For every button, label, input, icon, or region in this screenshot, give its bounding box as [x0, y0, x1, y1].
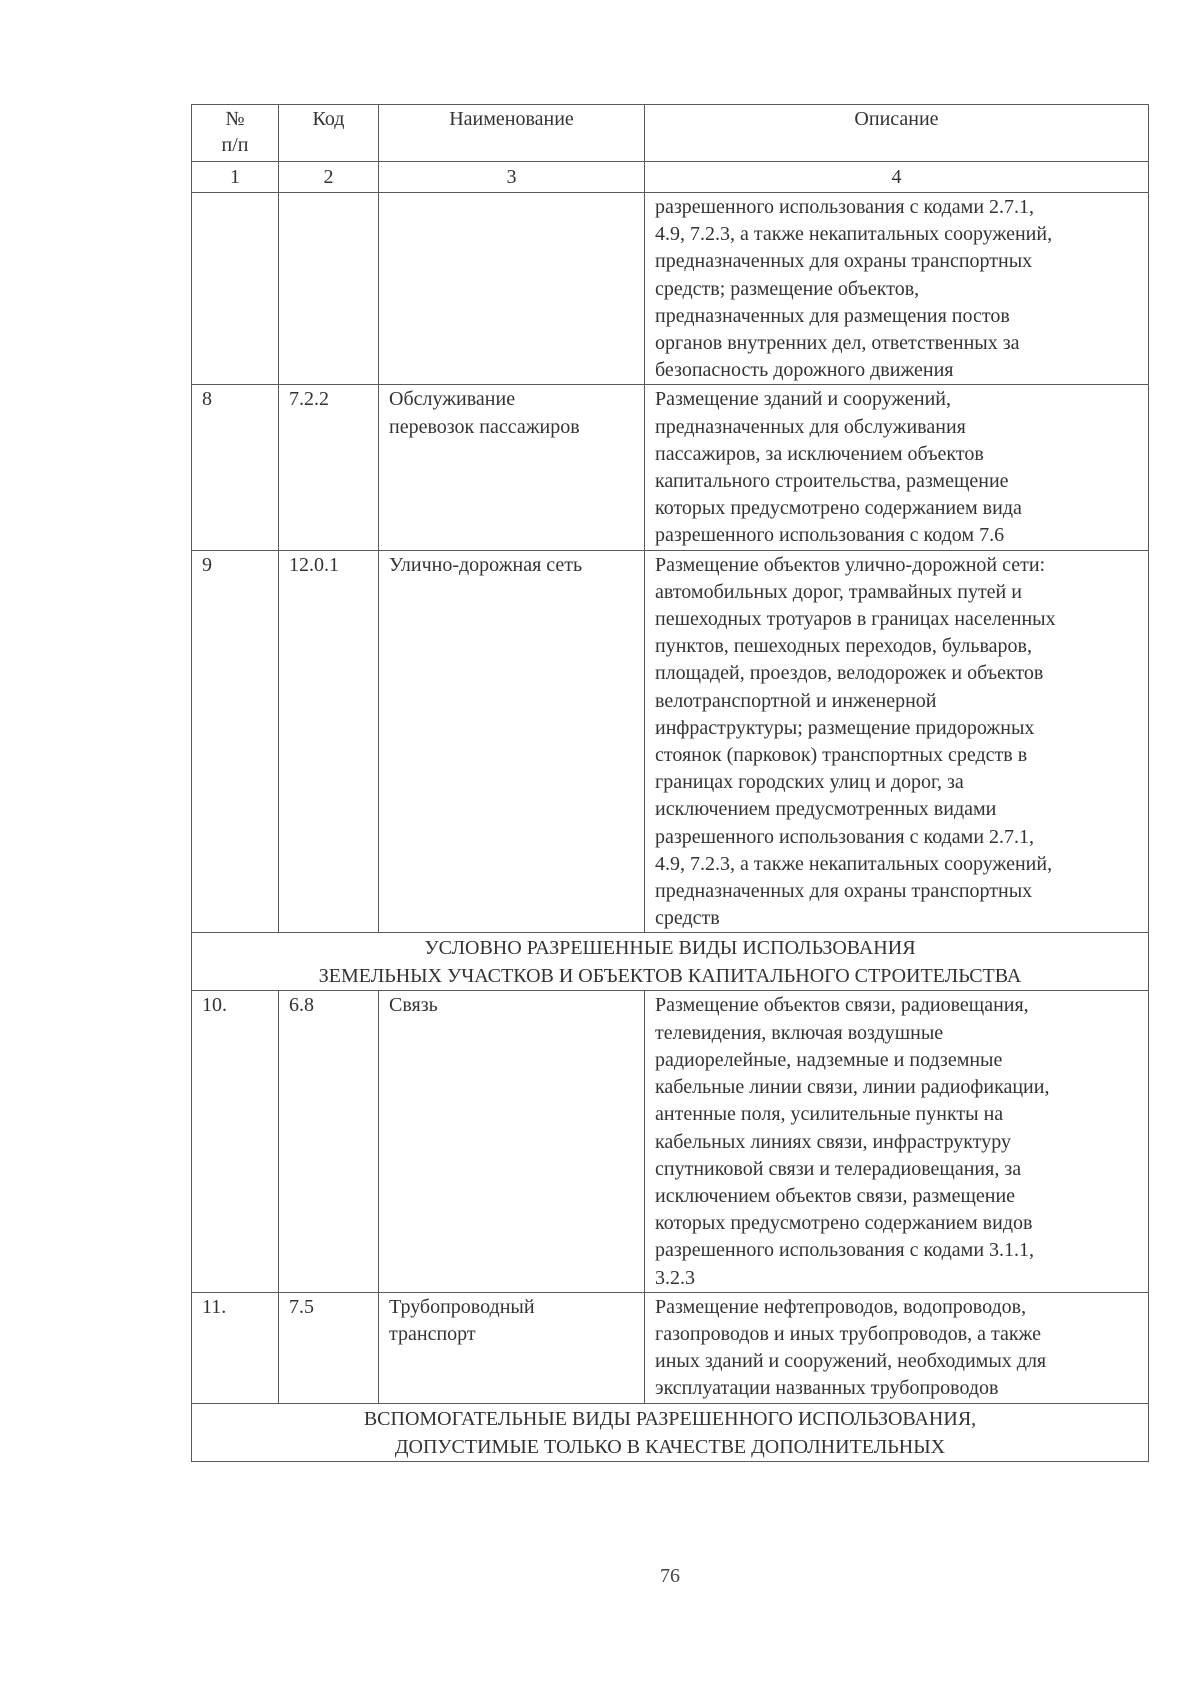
- section-auxiliary-heading: ВСПОМОГАТЕЛЬНЫЕ ВИДЫ РАЗРЕШЕННОГО ИСПОЛЬЗОВАНИЯ, ДОПУСТИМЫЕ ТОЛЬКО В КАЧЕСТВЕ ДОПОЛНИТЕЛЬНЫХ: [192, 1403, 1149, 1461]
- row-description: Размещение объектов улично-дорожной сети: автомобильных дорог, трамвайных путей и пешеходных тротуаров в границах населенных пунктов, пешеходных переходов, бульваров, площадей, проездов, велодорожек и объектов велотранспортной и инженерной инфраструктуры; размещение придорожных стоянок (парковок) транспортных средств в границах городских улиц и дорог, за исключением предусмотренных видами разрешенного использования с кодами 2.7.1, 4.9, 7.2.3, а также некапитальных сооружений, предназначенных для охраны транспортных средств: [645, 550, 1149, 933]
- section-conditional-heading: УСЛОВНО РАЗРЕШЕННЫЕ ВИДЫ ИСПОЛЬЗОВАНИЯ ЗЕМЕЛЬНЫХ УЧАСТКОВ И ОБЪЕКТОВ КАПИТАЛЬНОГО СТРОИТЕЛЬСТВА: [192, 933, 1149, 991]
- section-heading-row: [192, 1403, 1149, 1461]
- row-description: Размещение объектов связи, радиовещания, телевидения, включая воздушные радиорелейные, надземные и подземные кабельные линии связи, линии радиофикации, антенные поля, усилительные пункты на кабельных линиях связи, инфраструктуру спутниковой связи и телерадиовещания, за исключением объектов связи, размещение которых предусмотрено содержанием видов разрешенного использования с кодами 3.1.1, 3.2.3: [645, 991, 1149, 1292]
- table-row: [192, 385, 1149, 550]
- land-use-table: [191, 104, 1149, 1462]
- header-code: Код: [279, 105, 379, 162]
- row-code: 12.0.1: [279, 550, 379, 933]
- row-code: [279, 193, 379, 385]
- table-row: [192, 550, 1149, 933]
- header-name: Наименование: [379, 105, 645, 162]
- row-name: [379, 193, 645, 385]
- row-description: разрешенного использования с кодами 2.7.1, 4.9, 7.2.3, а также некапитальных сооружений, предназначенных для охраны транспортных средств; размещение объектов, предназначенных для размещения постов органов внутренних дел, ответственных за безопасность дорожного движения: [645, 193, 1149, 385]
- row-description: Размещение нефтепроводов, водопроводов, газопроводов и иных трубопроводов, а также иных зданий и сооружений, необходимых для эксплуатации названных трубопроводов: [645, 1292, 1149, 1403]
- row-name: Обслуживание перевозок пассажиров: [379, 385, 645, 550]
- header-number: № п/п: [192, 105, 279, 162]
- row-name: Связь: [379, 991, 645, 1292]
- row-code: 7.5: [279, 1292, 379, 1403]
- column-number: 3: [379, 162, 645, 193]
- row-number: 11.: [192, 1292, 279, 1403]
- column-number: 2: [279, 162, 379, 193]
- row-description: Размещение зданий и сооружений, предназначенных для обслуживания пассажиров, за исключением объектов капитального строительства, размещение которых предусмотрено содержанием вида разрешенного использования с кодом 7.6: [645, 385, 1149, 550]
- row-code: 6.8: [279, 991, 379, 1292]
- table-header-row: [192, 105, 1149, 162]
- page-number: 76: [660, 1565, 680, 1587]
- column-number: 1: [192, 162, 279, 193]
- table-row: [192, 1292, 1149, 1403]
- row-number: 10.: [192, 991, 279, 1292]
- table-row: [192, 991, 1149, 1292]
- header-description: Описание: [645, 105, 1149, 162]
- row-number: 9: [192, 550, 279, 933]
- column-number: 4: [645, 162, 1149, 193]
- row-name: Улично-дорожная сеть: [379, 550, 645, 933]
- row-number: [192, 193, 279, 385]
- row-code: 7.2.2: [279, 385, 379, 550]
- table-row: [192, 193, 1149, 385]
- column-number-row: [192, 162, 1149, 193]
- row-number: 8: [192, 385, 279, 550]
- row-name: Трубопроводный транспорт: [379, 1292, 645, 1403]
- section-heading-row: [192, 933, 1149, 991]
